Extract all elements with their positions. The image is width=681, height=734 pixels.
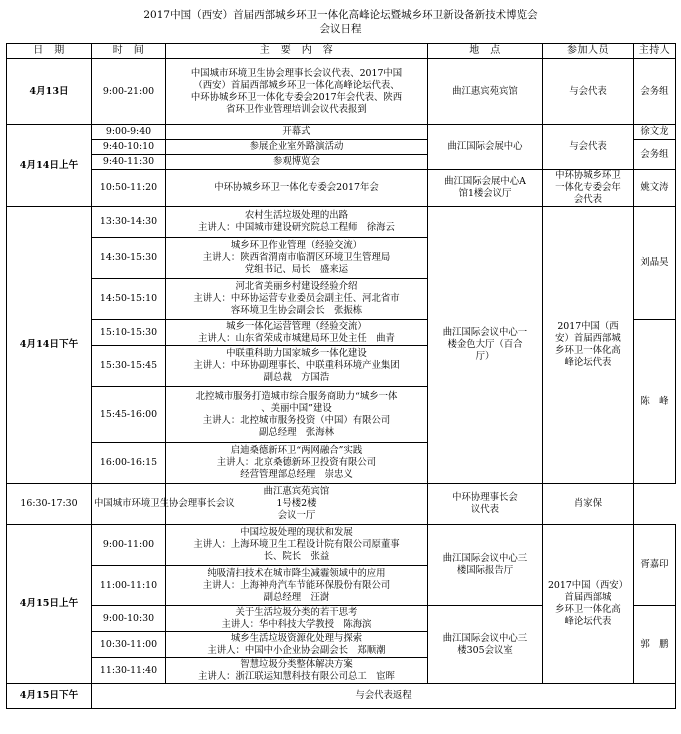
venue-line: 楼金色大厅（百合 <box>447 339 523 350</box>
content-cell <box>166 238 428 279</box>
content-line: 主讲人：中环协副理事长、中联重科环境产业集团 <box>193 360 400 371</box>
host-cell: 胥嘉印 <box>634 525 676 606</box>
table-row <box>7 59 676 125</box>
venue-line: 馆1楼会议厅 <box>458 188 512 199</box>
content-line: 长、院长 张益 <box>263 551 330 562</box>
content-cell <box>166 207 428 238</box>
content-line: 参展企业室外路演活动 <box>249 141 344 152</box>
content-line: 容环境卫生协会副会长 张振栋 <box>230 305 363 316</box>
column-header-venue: 地 点 <box>428 44 543 59</box>
attendees-line: 首届西部城 <box>564 592 612 603</box>
content-cell <box>166 59 428 125</box>
column-header-attendees: 参加人员 <box>543 44 634 59</box>
time-cell: 11:30-11:40 <box>92 658 166 684</box>
venue-cell <box>428 525 543 606</box>
content-line: （西安）首届西部城乡环卫一体化高峰论坛代表、 <box>193 79 400 91</box>
content-line: 主讲人：浙江联运知慧科技有限公司总工 宦晖 <box>198 670 395 682</box>
time-cell: 9:00-11:00 <box>92 525 166 566</box>
attendees-line: 议代表 <box>470 504 500 515</box>
time-cell: 9:00-21:00 <box>92 59 166 125</box>
table-row <box>7 684 676 709</box>
content-line: 主讲人：中国中小企业协会副会长 郑顺潮 <box>207 644 386 656</box>
content-line: 纯吸清扫技术在城市降尘减霾领域中的应用 <box>207 567 386 579</box>
date-cell: 4月13日 <box>7 59 92 125</box>
content-line: 主讲人：华中科技大学教授 陈海滨 <box>221 618 372 630</box>
attendees-line: 2017中国（西 <box>557 321 619 332</box>
content-line: 主讲人：北京桑德新环卫投资有限公司 <box>216 457 377 468</box>
document-title: 2017中国（西安）首届西部城乡环卫一体化高峰论坛暨城乡环卫新设备新技术博览会 <box>143 9 538 21</box>
time-cell: 14:30-15:30 <box>92 238 166 279</box>
attendees-cell: 与会代表 <box>543 59 634 125</box>
venue-line: 会议一厅 <box>277 510 316 521</box>
content-cell <box>166 525 428 566</box>
time-cell: 11:00-11:10 <box>92 566 166 606</box>
content-cell <box>166 387 428 443</box>
content-line: 智慧垃圾分类整体解决方案 <box>240 658 353 670</box>
time-cell: 13:30-14:30 <box>92 207 166 238</box>
content-cell <box>166 566 428 606</box>
table-row <box>7 170 676 207</box>
table-row <box>7 125 676 140</box>
table-header-row <box>7 44 676 59</box>
content-cell <box>166 606 428 632</box>
content-line: 中国垃圾处理的现状和发展 <box>240 527 353 538</box>
content-cell <box>166 125 428 140</box>
venue-line: 曲江国际会展中心A <box>444 176 526 187</box>
attendees-line: 乡环卫一体化高 <box>555 345 621 356</box>
date-cell: 4月14日上午 <box>7 125 92 207</box>
attendees-line: 乡环卫一体化高 <box>555 604 621 615</box>
content-cell <box>92 684 676 709</box>
content-line: 主讲人：北控城市服务投资（中国）有限公司 <box>202 414 391 426</box>
host-cell: 肖家保 <box>543 484 634 525</box>
attendees-line: 一体化专委会年 <box>555 182 621 193</box>
content-line: 城乡环卫作业管理（经验交流） <box>230 240 363 251</box>
column-header-date: 日 期 <box>7 44 92 59</box>
attendees-cell <box>543 207 634 484</box>
document-header <box>6 8 675 36</box>
content-cell <box>166 346 428 387</box>
content-line: 关于生活垃圾分类的若干思考 <box>235 606 358 618</box>
content-line: 经营管理部总经理 崇忠义 <box>240 469 353 480</box>
table-row <box>7 484 676 525</box>
content-cell <box>166 140 428 155</box>
host-cell: 刘晶昊 <box>634 207 676 320</box>
content-line: 、美丽中国”建设 <box>261 402 332 414</box>
content-line: 中国城市环境卫生协会理事长会议代表、2017中国 <box>190 67 403 79</box>
document-subtitle: 会议日程 <box>319 23 362 35</box>
venue-line: 楼国际报告厅 <box>456 565 514 576</box>
attendees-cell <box>543 170 634 207</box>
venue-cell: 曲江国际会展中心 <box>428 125 543 170</box>
venue-cell: 曲江惠宾苑宾馆 <box>428 59 543 125</box>
content-line: 主讲人：上海环境卫生工程设计院有限公司原董事 <box>193 539 400 550</box>
venue-line: 曲江惠宾苑宾馆 <box>263 486 330 497</box>
column-header-host: 主持人 <box>634 44 676 59</box>
content-cell <box>166 658 428 684</box>
host-cell: 会务组 <box>634 59 676 125</box>
attendees-line: 安）首届西部城 <box>555 333 621 344</box>
attendees-cell: 与会代表 <box>543 125 634 170</box>
time-cell: 14:50-15:10 <box>92 279 166 320</box>
content-cell <box>166 632 428 658</box>
attendees-line: 中环协理事长会 <box>452 492 518 503</box>
content-line: 中联重科助力国家城乡一体化建设 <box>226 348 367 359</box>
time-cell: 15:30-15:45 <box>92 346 166 387</box>
date-cell: 4月14日下午 <box>7 207 92 484</box>
content-line: 主讲人：上海神舟汽车节能环保股份有限公司 <box>202 579 391 591</box>
attendees-line: 峰论坛代表 <box>564 357 612 368</box>
host-cell: 郭 鹏 <box>634 606 676 684</box>
time-cell: 16:30-17:30 <box>7 484 92 525</box>
time-cell: 9:40-10:10 <box>92 140 166 155</box>
content-line: 主讲人：中国城市建设研究院总工程师 徐海云 <box>198 222 395 233</box>
content-line: 党组书记、局长 盛来运 <box>244 264 349 275</box>
time-cell: 9:40-11:30 <box>92 155 166 170</box>
time-cell: 16:00-16:15 <box>92 443 166 484</box>
content-line: 农村生活垃圾处理的出路 <box>244 210 349 221</box>
content-line: 副总经理 张海林 <box>258 426 334 438</box>
attendees-line: 峰论坛代表 <box>564 616 612 627</box>
host-cell: 会务组 <box>634 140 676 170</box>
time-cell: 10:30-11:00 <box>92 632 166 658</box>
table-row <box>7 207 676 238</box>
venue-cell <box>428 170 543 207</box>
content-line: 省环卫作业管理培训会议代表报到 <box>226 103 367 115</box>
content-line: 中国城市环境卫生协会理事长会议 <box>94 498 235 509</box>
venue-cell <box>428 606 543 684</box>
schedule-table <box>6 43 676 709</box>
content-line: 主讲人：陕西省渭南市临渭区环境卫生管理局 <box>202 252 391 263</box>
time-cell: 9:00-9:40 <box>92 125 166 140</box>
content-line: 中环协城乡环卫一体化专委会2017年会代表、陕西 <box>190 91 403 103</box>
attendees-cell <box>428 484 543 525</box>
content-cell <box>166 155 428 170</box>
content-line: 启迪桑德新环卫“两网融合”实践 <box>230 445 363 456</box>
time-cell: 9:00-10:30 <box>92 606 166 632</box>
host-cell: 徐文龙 <box>634 125 676 140</box>
content-cell <box>92 484 235 525</box>
host-cell: 陈 峰 <box>634 320 676 484</box>
content-cell <box>166 170 428 207</box>
time-cell: 15:10-15:30 <box>92 320 166 346</box>
content-line: 北控城市服务打造城市综合服务商助力“城乡一体 <box>195 390 398 402</box>
content-line: 城乡生活垃圾资源化处理与探索 <box>230 632 363 644</box>
attendees-cell <box>543 525 634 684</box>
time-cell: 10:50-11:20 <box>92 170 166 207</box>
content-cell <box>166 320 428 346</box>
column-header-time: 时 间 <box>92 44 166 59</box>
content-line: 主讲人：山东省荣成市城建局环卫处主任 曲青 <box>198 332 395 344</box>
content-line: 副总裁 方国浩 <box>263 372 330 383</box>
venue-line: 曲江国际会议中心一 <box>442 327 528 338</box>
venue-line: 1号楼2楼 <box>276 498 317 509</box>
venue-cell <box>428 207 543 484</box>
content-line: 副总经理 汪澍 <box>263 591 330 603</box>
content-cell <box>166 443 428 484</box>
attendees-line: 2017中国（西安） <box>547 580 629 591</box>
time-cell: 15:45-16:00 <box>92 387 166 443</box>
content-cell <box>166 279 428 320</box>
content-line: 开幕式 <box>282 126 311 137</box>
host-cell: 姚文涛 <box>634 170 676 207</box>
content-line: 参观博览会 <box>273 156 320 167</box>
date-cell: 4月15日上午 <box>7 525 92 684</box>
attendees-line: 中环协城乡环卫 <box>555 170 621 181</box>
venue-line: 曲江国际会议中心三 <box>442 553 528 564</box>
content-line: 主讲人：中环协运营专业委员会副主任、河北省市 <box>193 293 400 304</box>
date-cell: 4月15日下午 <box>7 684 92 709</box>
column-header-content: 主 要 内 容 <box>166 44 428 59</box>
attendees-line: 会代表 <box>573 194 603 205</box>
content-line: 中环协城乡环卫一体化专委会2017年会 <box>214 182 379 193</box>
table-row <box>7 525 676 566</box>
venue-line: 厅） <box>475 351 495 362</box>
venue-line: 曲江国际会议中心三 <box>442 632 528 644</box>
venue-line: 楼305会议室 <box>457 644 513 656</box>
content-line: 与会代表返程 <box>355 690 412 701</box>
content-line: 城乡一体化运营管理（经验交流） <box>226 320 367 332</box>
content-line: 河北省美丽乡村建设经验介绍 <box>235 281 358 292</box>
